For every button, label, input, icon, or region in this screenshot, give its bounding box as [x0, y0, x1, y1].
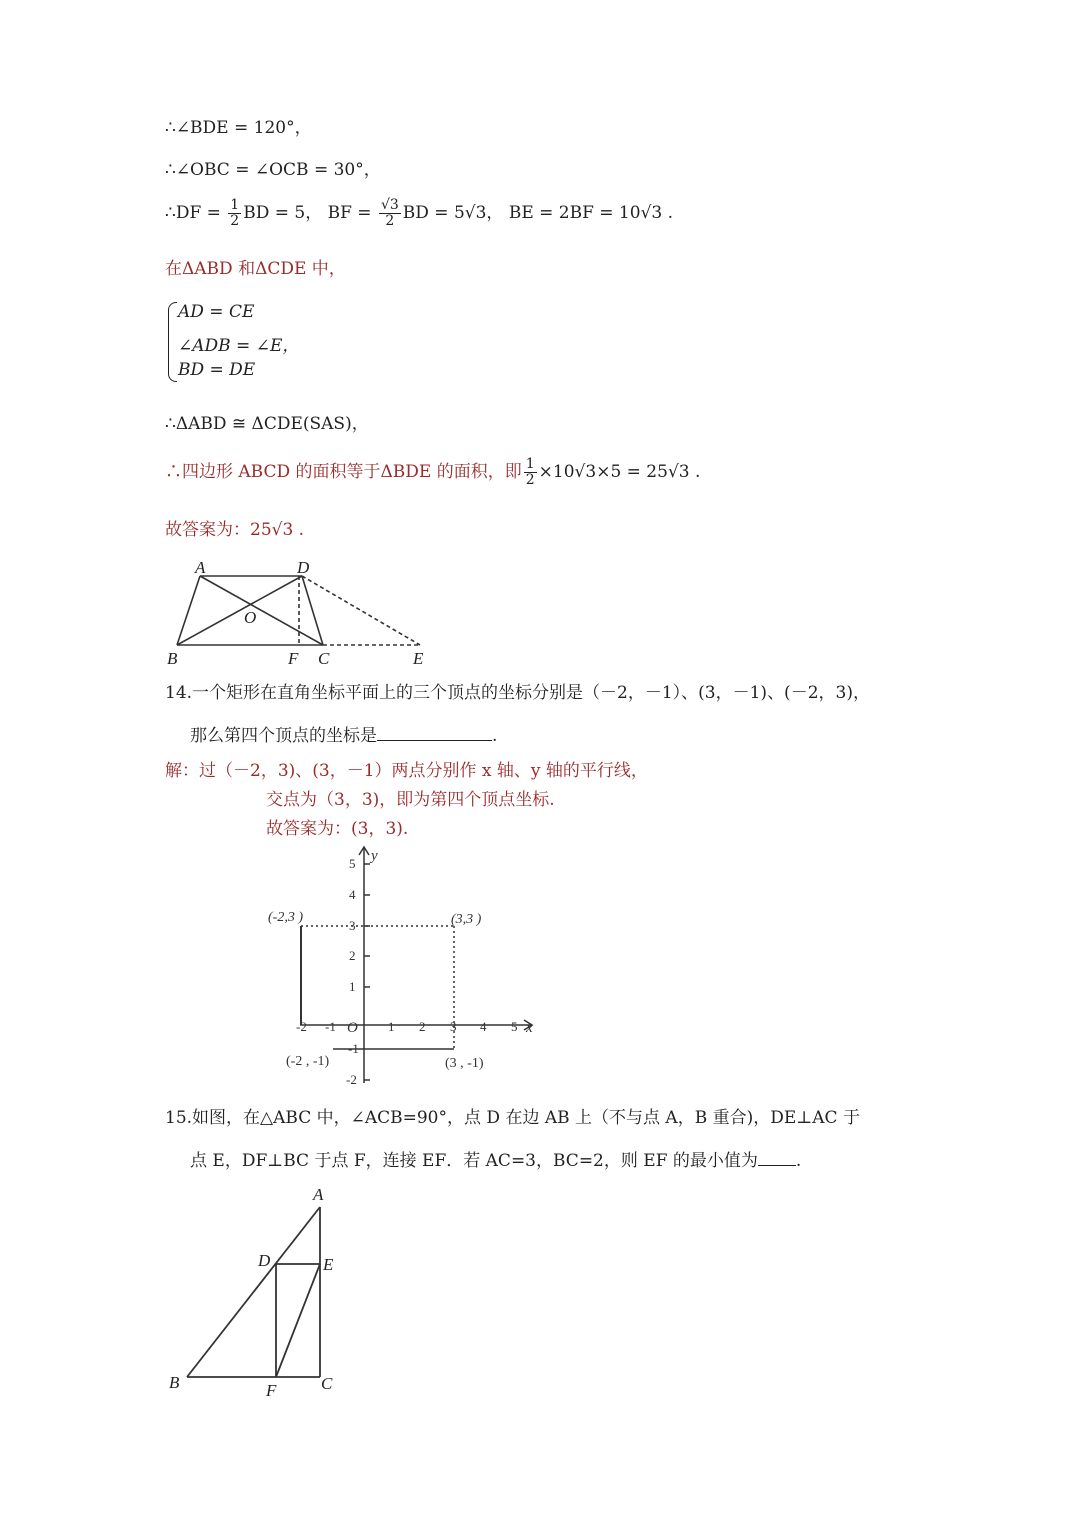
step-triangles: 在ΔABD 和ΔCDE 中， [165, 259, 346, 279]
coordinate-graph [300, 847, 532, 1083]
y-tick-3: 3 [349, 918, 356, 933]
label-b: B [167, 649, 178, 668]
segment-ef [276, 1264, 320, 1377]
question-15-line1: 15.如图，在△ABC 中，∠ACB=90°，点 D 在边 AB 上（不与点 A，B 重合)，DE⊥AC 于 [165, 1108, 860, 1128]
system-eq-1: AD = CE [178, 302, 255, 322]
label-a: A [313, 1185, 324, 1204]
y-tick-2: 2 [349, 948, 356, 963]
label-e: E [413, 649, 424, 668]
denominator: 2 [230, 213, 240, 229]
text: ×10√3×5 = 25√3 . [538, 462, 701, 482]
numerator: √3 [380, 197, 399, 213]
text: ∴四边形 ABCD 的面积等于ΔBDE 的面积，即 [165, 462, 522, 482]
system-eq-2: ∠ADB = ∠E， [178, 336, 300, 356]
point-label-3-neg1: (3 , -1) [445, 1056, 484, 1071]
label-f: F [288, 649, 299, 668]
x-tick-neg1: -1 [325, 1019, 336, 1034]
solution-14-line1: 解：过（－2，3)、(3，－1）两点分别作 x 轴、y 轴的平行线， [165, 761, 648, 781]
step-angle-bde: ∴∠BDE = 120°， [165, 118, 312, 138]
trapezoid-figure [177, 576, 420, 645]
text: . [492, 726, 498, 746]
denominator: 2 [385, 213, 395, 229]
label-e: E [323, 1255, 334, 1274]
answer-13: 故答案为：25√3 . [165, 520, 305, 540]
y-tick-1: 1 [349, 979, 356, 994]
x-tick-2: 2 [419, 1019, 426, 1034]
text: 点 E，DF⊥BC 于点 F，连接 EF．若 AC=3，BC=2，则 EF 的最小值为 [190, 1151, 758, 1171]
point-label-neg2-3: (-2,3 ) [268, 910, 303, 925]
label-f: F [266, 1381, 277, 1400]
solution-14-line2: 交点为（3，3)，即为第四个顶点坐标. [266, 790, 555, 810]
point-label-neg2-neg1: (-2 , -1) [286, 1054, 330, 1069]
x-tick-5: 5 [511, 1019, 518, 1034]
label-c: C [318, 649, 330, 668]
x-tick-1: 1 [388, 1019, 395, 1034]
x-tick-3: 3 [450, 1019, 457, 1034]
label-d: D [297, 558, 310, 577]
y-tick-5: 5 [349, 856, 356, 871]
origin-label: O [347, 1020, 358, 1036]
label-c: C [321, 1374, 333, 1393]
numerator: 1 [525, 456, 535, 472]
label-b: B [169, 1373, 180, 1392]
triangle-figure [187, 1207, 320, 1377]
y-axis-label: y [371, 848, 378, 864]
numerator: 1 [230, 197, 240, 213]
x-tick-neg2: -2 [296, 1019, 307, 1034]
x-axis-label: x [526, 1020, 533, 1036]
y-tick-neg2: -2 [346, 1072, 357, 1087]
text: BD = 5， BF = [243, 203, 377, 223]
solution-14-line3: 故答案为：(3，3). [266, 819, 409, 839]
text: . [795, 1151, 802, 1171]
text: BD = 5√3， BE = 2BF = 10√3 . [402, 203, 674, 223]
label-o: O [244, 608, 257, 627]
text: 那么第四个顶点的坐标是 [190, 726, 377, 746]
system-eq-3: BD = DE [178, 360, 256, 380]
x-tick-4: 4 [480, 1019, 487, 1034]
y-ticks [364, 864, 370, 1080]
y-tick-neg1: -1 [348, 1041, 359, 1056]
label-d: D [258, 1251, 271, 1270]
step-congruent: ∴ΔABD ≅ ΔCDE(SAS)， [165, 414, 369, 434]
label-a: A [195, 558, 206, 577]
side-ab [187, 1207, 320, 1377]
denominator: 2 [525, 472, 535, 488]
point-label-3-3: (3,3 ) [451, 912, 482, 927]
text: ∴DF = [165, 203, 227, 223]
step-angle-obc: ∴∠OBC = ∠OCB = 30°， [165, 160, 381, 180]
question-14-line1: 14.一个矩形在直角坐标平面上的三个顶点的坐标分别是（－2，－1）、(3，－1)、(－2，3)， [165, 683, 870, 703]
y-tick-4: 4 [349, 887, 356, 902]
